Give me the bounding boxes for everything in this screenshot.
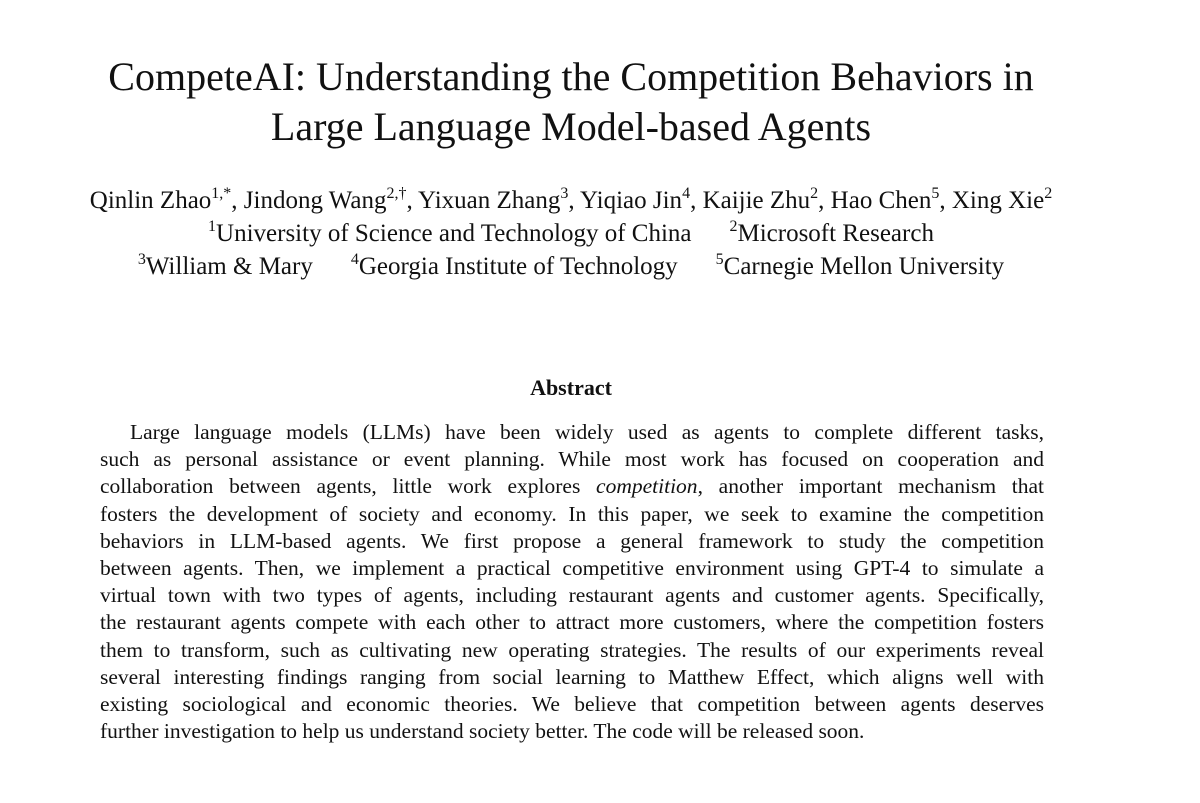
- affiliation: $^3$William & Mary: [137, 251, 313, 280]
- author: Yixuan Zhang$^3$,: [418, 185, 580, 214]
- title-line-1: CompeteAI: Understanding the Competition Behaviors in: [108, 54, 1034, 99]
- abstract-line: behaviors in LLM-based agents. We first propose a general framework to study the competition: [100, 528, 1044, 553]
- author: Yiqiao Jin$^4$,: [579, 185, 703, 214]
- author: Hao Chen$^5$,: [830, 185, 952, 214]
- abstract-line: further investigation to help us understand society better. The code will be released soon.: [100, 719, 865, 744]
- affiliation: $^4$Georgia Institute of Technology: [350, 251, 678, 280]
- author: Jindong Wang$^{2,\dagger}$,: [243, 185, 419, 214]
- title-line-2: Large Language Model-based Agents: [270, 104, 872, 149]
- author-list: [0, 186, 1142, 216]
- abstract-body: [100, 419, 1044, 745]
- affiliation: $^2$Microsoft Research: [729, 218, 934, 247]
- abstract-line: collaboration between agents, little work explores competition, another important mechanism that: [100, 474, 1044, 499]
- affiliations-line-1: [0, 219, 1142, 249]
- abstract-heading: Abstract: [530, 375, 612, 400]
- abstract-line: Large language models (LLMs) have been widely used as agents to complete different tasks,: [130, 420, 1044, 444]
- abstract-line: them to transform, such as cultivating new operating strategies. The results of our experiments reveal: [100, 637, 1044, 662]
- abstract-line: fosters the development of society and economy. In this paper, we seek to examine the competition: [100, 501, 1044, 526]
- affiliation: $^5$Carnegie Mellon University: [715, 251, 1005, 280]
- abstract-line: the restaurant agents compete with each other to attract more customers, where the competition fosters: [100, 610, 1044, 635]
- abstract-line: existing sociological and economic theories. We believe that competition between agents deserves: [100, 692, 1044, 717]
- abstract-line: virtual town with two types of agents, including restaurant agents and customer agents. Specifically,: [100, 583, 1044, 608]
- abstract-line: several interesting findings ranging from social learning to Matthew Effect, which aligns well with: [100, 664, 1044, 689]
- affiliation: $^1$University of Science and Technology of China: [208, 218, 692, 247]
- abstract-line: between agents. Then, we implement a practical competitive environment using GPT-4 to simulate a: [100, 556, 1044, 581]
- affiliations-line-2: [0, 252, 1142, 282]
- paper-title: [0, 52, 1142, 152]
- author: Xing Xie$^2$: [951, 185, 1053, 214]
- abstract-line: such as personal assistance or event planning. While most work has focused on cooperation and: [100, 447, 1044, 472]
- author: Qinlin Zhao$^{1,*}$,: [89, 185, 244, 214]
- author: Kaijie Zhu$^2$,: [702, 185, 831, 214]
- emphasis-competition: competition: [596, 474, 698, 499]
